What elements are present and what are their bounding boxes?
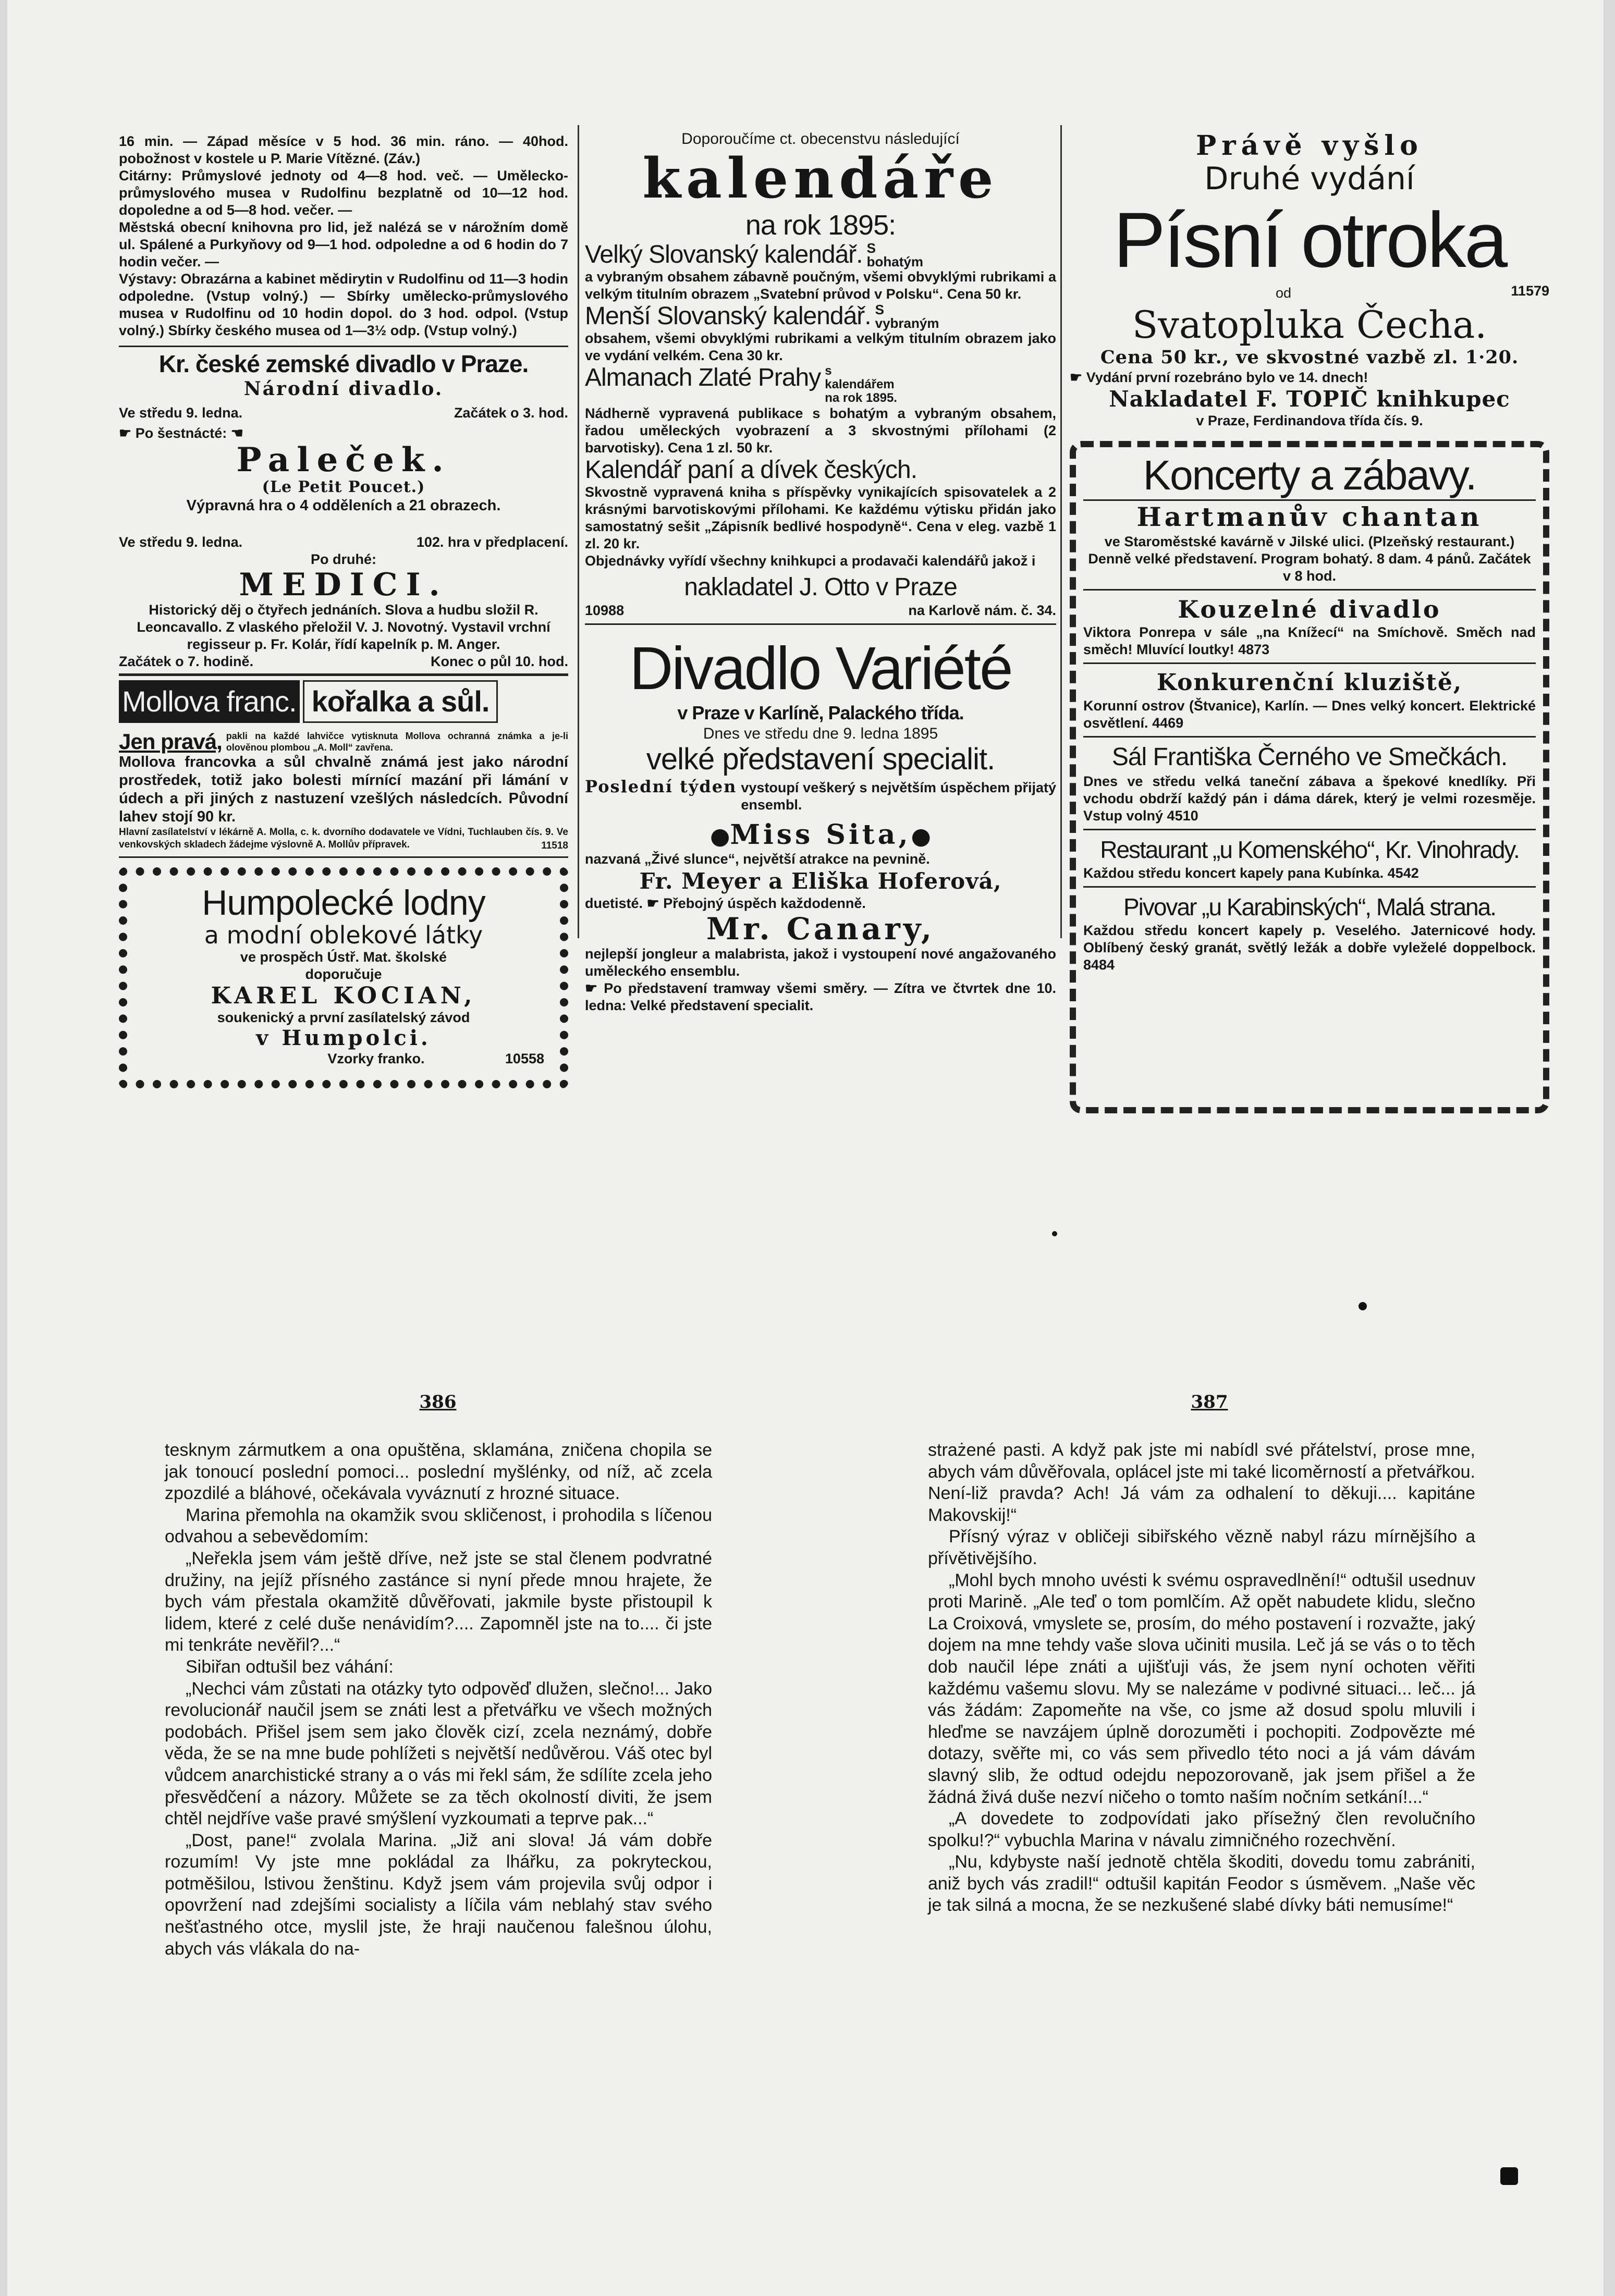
- variete-show: velké představení specialit.: [646, 742, 995, 776]
- humpolec-title: Humpolecké lodny: [202, 883, 485, 923]
- performer-text: duetisté.: [585, 895, 643, 911]
- otroka-od: od: [1276, 285, 1292, 301]
- theatre-subtitle: Národní divadlo.: [243, 378, 444, 400]
- left-column: [119, 133, 568, 1066]
- column-rule: [578, 125, 579, 938]
- scan-speck: [1359, 1302, 1367, 1310]
- variete-ad: [585, 635, 1056, 1014]
- hand-icon: ☚: [227, 425, 244, 441]
- play-title: MEDICI.: [239, 567, 448, 603]
- venue-name: Restaurant „u Komenského“, Kr. Vinohrady.: [1100, 836, 1519, 863]
- venue-text: Viktora Ponrepa v sále „na Knížecí“ na Smíchově. Směch nad směch! Mluvící loutky!: [1083, 624, 1536, 657]
- calendar-item-note: S vybraným: [875, 302, 939, 331]
- moll-inverted-label: Mollova franc.: [119, 680, 300, 723]
- play-description: Historický děj o čtyřech jednáních. Slova a hudbu složil R. Leoncavallo. Z vlaského přeložil V. J. Novotný. Vystavil vrchní regisseur p. Fr. Kolár, řídí kapelník p. M. Anger.: [137, 602, 550, 652]
- otroka-note: Vydání první rozebráno bylo ve 14. dnech!: [1086, 370, 1368, 385]
- calendar-item-text: a vybraným obsahem zábavně poučným, všemi obvyklými rubrikami a velkým titulním obrazem „Svatební průvod v Polsku“. Cena 50 kr.: [585, 269, 1056, 302]
- calendar-item-title: Kalendář paní a dívek českých.: [585, 456, 917, 484]
- otroka-price: Cena 50 kr., ve skvostné vazbě zl. 1·20.: [1100, 347, 1519, 368]
- divider: [119, 346, 568, 347]
- divider: [119, 856, 568, 858]
- hand-icon: ☛: [585, 980, 604, 996]
- otroka-address: v Praze, Ferdinandova třída čís. 9.: [1196, 413, 1423, 428]
- performer-name: Fr. Meyer a Eliška Hoferová,: [639, 868, 1002, 894]
- calendar-item-text: obsahem, všemi obvyklými rubrikami a velkým titulním obrazem jako ve vydání velkém. Cena 30 kr.: [585, 330, 1056, 363]
- performance-number: Po šestnácté:: [135, 425, 227, 441]
- ad-number: 4510: [1167, 808, 1198, 824]
- performer-name: Mr. Canary,: [706, 911, 935, 947]
- calendar-publisher: nakladatel J. Otto v Praze: [684, 573, 957, 601]
- otroka-edition: Druhé vydání: [1204, 161, 1415, 197]
- calendar-item-text: Nádherně vypravená publikace s bohatým a vybraným obsahem, řadou uměleckých vyobrazení a 3 skvostnými přílohami (2 barvotisky). Cena 1 zl. 50 kr.: [585, 406, 1056, 456]
- right-column: [1070, 130, 1549, 973]
- calendar-order-text: Objednávky vyřídí všechny knihkupci a prodavači kalendářů jakož i: [585, 553, 1036, 569]
- hand-icon: ☛: [1070, 370, 1086, 385]
- story-paragraph: Sibiřan odtušil bez váhání:: [186, 1656, 394, 1677]
- performer-text: nejlepší jongleur a malabrista, jakož i vystoupení nové angažovaného uměleckého ensemblu.: [585, 946, 1056, 979]
- ad-number: 8484: [1083, 957, 1115, 973]
- ad-number: 4542: [1387, 865, 1419, 881]
- moll-product: kořalka a sůl.: [303, 680, 498, 723]
- moll-text: Mollova francovka a sůl chvalně známá jest jako národní prostředek, totiž jako bolesti mírnící mazání při lámání v údech a při jiných z nastuzení vzešlých následcích. Původní lahev stojí 90 kr.: [119, 754, 568, 825]
- bullet-icon: ●: [911, 823, 931, 850]
- ad-number: 10988: [585, 603, 625, 618]
- venue-text: Dnes ve středu velká taneční zábava a špekové knedlíky. Při vchodu obdrží každý pán i dáma dárek, který je velmi rozesměje. Vstup volný: [1083, 773, 1536, 824]
- humpolec-footer: Vzorky franko.: [327, 1051, 425, 1066]
- ad-number: 4873: [1238, 642, 1270, 657]
- venue-text: Každou středu koncert kapely pana Kubínka.: [1083, 865, 1384, 881]
- ad-number: 4469: [1152, 715, 1184, 731]
- calendar-item-title: Velký Slovanský kalendář.: [585, 241, 863, 268]
- moll-lead-small: pakli na každé lahvičce vytisknuta Mollova ochranná známka a je-li olověnou plombou „A. Moll“ zavřena.: [226, 731, 568, 753]
- calendar-year: na rok 1895:: [745, 210, 896, 241]
- humpolec-desc: soukenický a první zasílatelský závod: [217, 1010, 470, 1025]
- humpolec-subtitle: a modní oblekové látky: [204, 921, 483, 949]
- divider: [585, 623, 1056, 625]
- hand-icon: ☛: [119, 425, 136, 441]
- page-number: 386: [419, 1392, 457, 1413]
- start-label: Začátek o 7. hodině.: [119, 654, 254, 669]
- variete-tram-note: Po představení tramway všemi směry. — Zítra ve čtvrtek dne 10. ledna: Velké představení specialit.: [585, 980, 1056, 1013]
- theatre-listing: [119, 350, 568, 670]
- column-rule: [1060, 125, 1062, 938]
- play-title: Paleček.: [236, 440, 451, 480]
- humpolec-line: doporučuje: [305, 966, 382, 982]
- humpolec-ad: [119, 867, 568, 1088]
- otroka-author: Svatopluka Čecha.: [1132, 303, 1487, 347]
- moll-dealer: Hlavní zasílatelství v lékárně A. Molla, c. k. dvorního dodavatele ve Vídni, Tuchlauben čís. 9. Ve venkovských skladech žádejme výslovně A. Mollův přípravek.: [119, 827, 568, 850]
- start-label: Začátek o 3. hod.: [454, 405, 568, 421]
- performer-text: Přebojný úspěch každodenně.: [663, 895, 866, 911]
- hand-icon: ☛: [643, 895, 664, 911]
- calendar-item-note: S bohatým: [866, 240, 923, 269]
- info-line: Výstavy: Obrazárna a kabinet mědirytin v Rudolfinu od 11—3 hodin odpoledne. (Vstup volný.) — Sbírky umělecko-průmyslového musea v Rudolfinu od 10 hodin dopol. do 3 hod. odpol. (Vstup volný.) Sbírky českého musea od 1—3½ odp. (Vstup volný.): [119, 271, 568, 338]
- publisher-address: na Karlově nám. č. 34.: [908, 603, 1056, 618]
- date-label: Ve středu 9. ledna.: [119, 405, 243, 421]
- venue-name: Pivovar „u Karabinských“, Malá strana.: [1123, 893, 1496, 920]
- ad-number: 11579: [1511, 283, 1549, 299]
- story-paragraph: „A dovedete to zodpovídati jako přísežný člen revolučního spolku!?“ vybuchla Marina v návalu zimničného rozechvění.: [928, 1809, 1475, 1850]
- performer-text: nazvaná „Živé slunce“, největší atrakce na pevnině.: [585, 851, 930, 867]
- story-paragraph: „Nechci vám zůstati na otázky tyto odpověď dlužen, slečno!... Jako revolucionář naučil jsem se znáti lest a přetvářku ve všech možných podobách. Přišel jsem sem jako člověk cizí, zcela neznámý, dobře věda, že se na mne bude pohlížeti s největší nedůvěrou. Váš otec byl vůdcem anarchistické strany a o vás mi řekl sám, že sdílíte zcela jeho přesvědčení a názory. Můžete se za těch okolností diviti, že jsem chtěl nejdříve vaše pravé smýšlení vyzkoumati a teprve pak...“: [165, 1678, 712, 1829]
- scan-speck: [1500, 2167, 1518, 2185]
- humpolec-name: KAREL KOCIAN,: [211, 983, 476, 1009]
- venue-text: Korunní ostrov (Štvanice), Karlín. — Dnes velký koncert. Elektrické osvětlení.: [1083, 698, 1536, 731]
- bullet-icon: ●: [710, 823, 730, 850]
- calendar-item-title: Menší Slovanský kalendář.: [585, 302, 871, 330]
- info-line: Citárny: Průmyslové jednoty od 4—8 hod. več. — Umělecko-průmyslového musea v Rudolfinu bezplatně od 10—12 hod. dopoledne a od 5—8 hod. večer. —: [119, 168, 568, 218]
- ad-number: 10558: [505, 1051, 544, 1066]
- otroka-publisher: Nakladatel F. TOPIČ knihkupec: [1109, 386, 1510, 412]
- venue-text: Každou středu koncert kapely p. Veselého. Jaternicové hody. Oblíbený český granát, světlý ležák a dobře vyleželé doppelbock.: [1083, 923, 1536, 955]
- scan-speck: [1052, 1231, 1057, 1236]
- subscription-label: 102. hra v předplacení.: [416, 534, 568, 550]
- play-subtitle: (Le Petit Poucet.): [262, 478, 425, 496]
- divider: [119, 673, 568, 676]
- story-paragraph: „Mohl bych mnoho uvésti k svému ospravedlnění!“ odtušil usednuv proti Marině. „Ale teď o tom pomlčím. Až opět nabudete klidu, slečno La Croixová, vmyslete se, prosím, do mého postavení i rozvažte, jaký dojem na mne tehdy vaše slova učiniti musila. Leč já se vás o to těch dob naučil lépe znáti a ujišťuji vás, že jsem nyní ochoten věřiti každému vašemu slovu. My se nalezáme v podivné situaci... leč... já vás žádám: Zapomeňte na vše, co jsme až dosud spolu mluvili i hleďme se navzájem úplně dorozuměti i pochopiti. Zodpovězte mé dotazy, svěřte mi, co vás sem přivedlo této noci a já vám dávám slavný slib, že odtud odejdu nepozorovaně, jak jsem přišel a že žádná živá duše nezví ničeho o tomto naším nočním setkání!...“: [928, 1570, 1475, 1807]
- calendar-intro: Doporoučíme ct. obecenstvu následující: [681, 130, 960, 148]
- calendar-item-note: s kalendářem na rok 1895.: [825, 364, 897, 405]
- ad-number: 11518: [541, 840, 568, 851]
- humpolec-town: v Humpolci.: [256, 1026, 431, 1050]
- performer-name: Miss Sita,: [730, 819, 911, 851]
- variete-last-week: Poslední týden: [585, 777, 737, 796]
- moll-lead: Jen pravá,: [119, 729, 222, 754]
- concerts-ad: [1070, 441, 1549, 1113]
- middle-column: [585, 130, 1056, 1013]
- venue-text: ve Staroměstské kavárně v Jilské ulici. (Plzeňský restaurant.) Denně velké představení. Program bohatý. 8 dam. 4 pánů. Začátek v 8 hod.: [1088, 534, 1531, 584]
- calendar-item-title: Almanach Zlaté Prahy: [585, 364, 821, 391]
- story-paragraph: „Neřekla jsem vám ještě dříve, než jste se stal členem podvratné družiny, na jejíž přísného zastánce si nyní přede mnou hrajete, že bych vám přestala okamžitě důvěřovati, jakmile byste přistoupil k lidem, které z celé duše nenávidím?.... Zapomněl jste na to.... či jste mi tenkráte nevěřil?...“: [165, 1548, 712, 1655]
- venue-name: Hartmanův chantan: [1136, 501, 1483, 532]
- page-number: 387: [1191, 1392, 1228, 1413]
- date-label: Ve středu 9. ledna.: [119, 534, 243, 550]
- variete-last-text: vystoupí veškerý s největším úspěchem přijatý ensembl.: [741, 780, 1056, 813]
- calendar-ad: [585, 130, 1056, 619]
- calendar-item-text: Skvostně vypravená kniha s příspěvky vynikajících spisovatelek a 2 krásnými barvotiskovými přílohami. Ke každému výtisku přidán jako samostatný sešit „Zápisník bedlivé hospodyně“. Cena v eleg. vazbě 1 zl. 20 kr.: [585, 484, 1056, 551]
- performance-number: Po druhé:: [311, 551, 376, 567]
- variete-date: Dnes ve středu dne 9. ledna 1895: [703, 725, 938, 742]
- otroka-title: Písní otroka: [1113, 196, 1506, 284]
- story-right-column: [928, 1440, 1475, 2143]
- calendar-headline: kalendáře: [642, 145, 999, 211]
- story-paragraph: strażené pasti. A když pak jste mi nabídl své přátelství, prose mne, abych vám důvěřovala, oplácel jste mi také licoměrností a přetvářkou. Není-liž pravda? Ach! Já vám za odhalení to děkuji.... kapitáne Makovskij!“: [928, 1440, 1475, 1525]
- humpolec-line: ve prospěch Ústř. Mat. školské: [240, 949, 447, 965]
- variete-place: v Praze v Karlíně, Palackého třída.: [677, 702, 964, 723]
- theatre-title: Kr. české zemské divadlo v Praze.: [158, 350, 529, 377]
- story-paragraph: tesknym zármutkem a ona opuštěna, sklamána, zničena chopila se jak tonoucí poslední pomoci... poslední myšlénky, od níž, ač zcela zpozdilé a bláhové, očekávala vyváznutí z hrozné situace.: [165, 1440, 712, 1504]
- info-line: 16 min. — Západ měsíce v 5 hod. 36 min. ráno. — 40hod. pobožnost v kostele u P. Marie Vítězné. (Záv.): [119, 133, 568, 166]
- venue-name: Kouzelné divadlo: [1178, 595, 1441, 623]
- info-line: Městská obecní knihovna pro lid, jež nalézá se v nárožním domě ul. Spálené a Purkyňovy od 9—1 hod. odpoledne a od 6 hodin do 7 hodin večer. —: [119, 219, 568, 269]
- variete-title: Divadlo Variété: [629, 634, 1012, 702]
- story-paragraph: „Nu, kdybyste naší jednotě chtěla škoditi, dovedu tomu zabrániti, aniž bych vás zradil!“ odtušil kapitán Feodor s úsměvem. „Naše věc je tak silná a mocna, že se nezkušené slabé dívky báti nemusíme!“: [928, 1852, 1475, 1916]
- story-paragraph: Marina přemohla na okamžik svou skličenost, i prohodila s líčenou odvahou a sebevědomím:: [165, 1505, 712, 1547]
- end-label: Konec o půl 10. hod.: [430, 654, 568, 669]
- otroka-header: Právě vyšlo: [1196, 130, 1423, 162]
- story-paragraph: „Dost, pane!“ zvolala Marina. „Již ani slova! Já vám dobře rozumím! Vy jste mne pokládal za lhářku, za pokryteckou, potměšilou, lstivou ženštinu. Když jsem vám projevila svůj odpor i opovržení nad zdejšími socialisty a líčila vám neblahý stav svého nešťastného otce, myslil jste, že hraji naučenou falešnou úlohu, abych vás vlákala do na-: [165, 1830, 712, 1959]
- venue-name: Sál Františka Černého ve Smečkách.: [1111, 743, 1508, 771]
- otroka-ad: [1070, 131, 1549, 429]
- story-left-column: [165, 1440, 712, 2143]
- venue-name: Konkurenční kluziště,: [1156, 669, 1463, 696]
- concerts-title: Koncerty a zábavy.: [1143, 452, 1476, 498]
- moll-ad: [119, 680, 568, 851]
- daily-info: [119, 133, 568, 339]
- play-description: Výpravná hra o 4 odděleních a 21 obrazech.: [186, 497, 501, 514]
- story-paragraph: Přísný výraz v obličeji sibiřského vězně nabyl rázu mírnějšího a přívětivějšího.: [928, 1527, 1475, 1568]
